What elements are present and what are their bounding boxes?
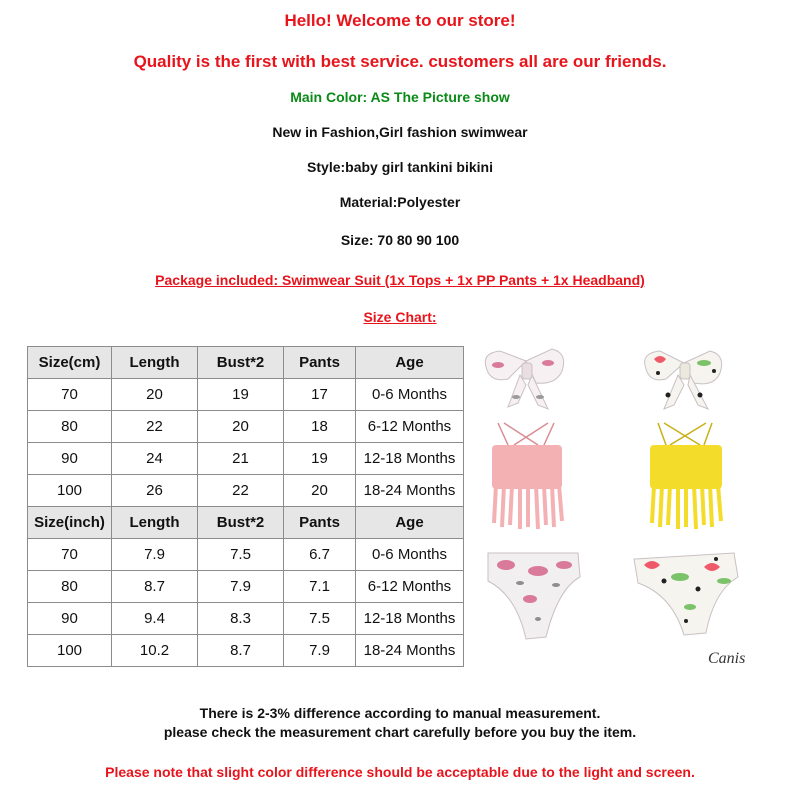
color-difference-note: Please note that slight color difference should be acceptable due to the light and screen.: [105, 764, 695, 780]
table-cell: 12-18 Months: [356, 443, 464, 475]
table-cell: 18: [284, 411, 356, 443]
table-cell: 0-6 Months: [356, 539, 464, 571]
table-cell: 18-24 Months: [356, 635, 464, 667]
size-line: Size: 70 80 90 100: [340, 232, 460, 248]
table-row: [28, 539, 464, 571]
table-cell: 10.2: [112, 635, 198, 667]
table-row: [28, 571, 464, 603]
table-cell: 80: [28, 411, 112, 443]
header-cell: Length: [112, 507, 198, 539]
quality-statement: Quality is the first with best service. customers all are our friends.: [133, 52, 667, 71]
table-cell: 18-24 Months: [356, 475, 464, 507]
table-cell: 90: [28, 443, 112, 475]
header-cell: Age: [356, 347, 464, 379]
table-cell: 70: [28, 539, 112, 571]
table-cell: 20: [284, 475, 356, 507]
table-row: [28, 635, 464, 667]
table-cell: 22: [198, 475, 284, 507]
table-cell: 100: [28, 635, 112, 667]
table-row: [28, 443, 464, 475]
table-cell: 7.5: [198, 539, 284, 571]
table-cell: 7.9: [198, 571, 284, 603]
table-cell: 26: [112, 475, 198, 507]
table-cell: 7.5: [284, 603, 356, 635]
table-cell: 7.9: [284, 635, 356, 667]
table-cell: 90: [28, 603, 112, 635]
check-chart-note: please check the measurement chart carefully before you buy the item.: [163, 724, 637, 740]
header-cell: Pants: [284, 347, 356, 379]
table-row: [28, 603, 464, 635]
table-cell: 22: [112, 411, 198, 443]
measurement-note: There is 2-3% difference according to manual measurement.: [199, 705, 601, 721]
table-cell: 7.9: [112, 539, 198, 571]
table-cell: 20: [198, 411, 284, 443]
style-line: Style:baby girl tankini bikini: [307, 159, 493, 175]
package-included-line: Package included: Swimwear Suit (1x Tops + 1x PP Pants + 1x Headband): [155, 272, 645, 288]
table-cell: 100: [28, 475, 112, 507]
header-cell: Size(inch): [28, 507, 112, 539]
product-photo: [468, 345, 768, 670]
table-cell: 17: [284, 379, 356, 411]
table-row: [28, 475, 464, 507]
table-header-row-inch: [28, 507, 464, 539]
table-cell: 80: [28, 571, 112, 603]
table-cell: 7.1: [284, 571, 356, 603]
fashion-line: New in Fashion,Girl fashion swimwear: [272, 124, 528, 140]
material-line: Material:Polyester: [339, 194, 461, 210]
size-chart-title: Size Chart:: [363, 309, 437, 325]
table-cell: 19: [198, 379, 284, 411]
table-cell: 6-12 Months: [356, 571, 464, 603]
table-cell: 0-6 Months: [356, 379, 464, 411]
canis-watermark: Canis: [708, 650, 746, 667]
table-cell: 8.7: [112, 571, 198, 603]
table-header-row-cm: [28, 347, 464, 379]
table-cell: 19: [284, 443, 356, 475]
header-cell: Bust*2: [198, 347, 284, 379]
main-color-line: Main Color: AS The Picture show: [290, 89, 510, 105]
header-cell: Bust*2: [198, 507, 284, 539]
table-cell: 8.3: [198, 603, 284, 635]
table-cell: 6.7: [284, 539, 356, 571]
header-cell: Size(cm): [28, 347, 112, 379]
table-cell: 21: [198, 443, 284, 475]
table-cell: 9.4: [112, 603, 198, 635]
table-cell: 24: [112, 443, 198, 475]
welcome-heading: Hello! Welcome to our store!: [284, 11, 516, 30]
table-cell: 70: [28, 379, 112, 411]
table-cell: 12-18 Months: [356, 603, 464, 635]
header-cell: Age: [356, 507, 464, 539]
table-cell: 6-12 Months: [356, 411, 464, 443]
table-cell: 8.7: [198, 635, 284, 667]
table-cell: 20: [112, 379, 198, 411]
header-cell: Length: [112, 347, 198, 379]
table-row: [28, 411, 464, 443]
table-row: [28, 379, 464, 411]
header-cell: Pants: [284, 507, 356, 539]
size-chart-table: [27, 346, 464, 667]
